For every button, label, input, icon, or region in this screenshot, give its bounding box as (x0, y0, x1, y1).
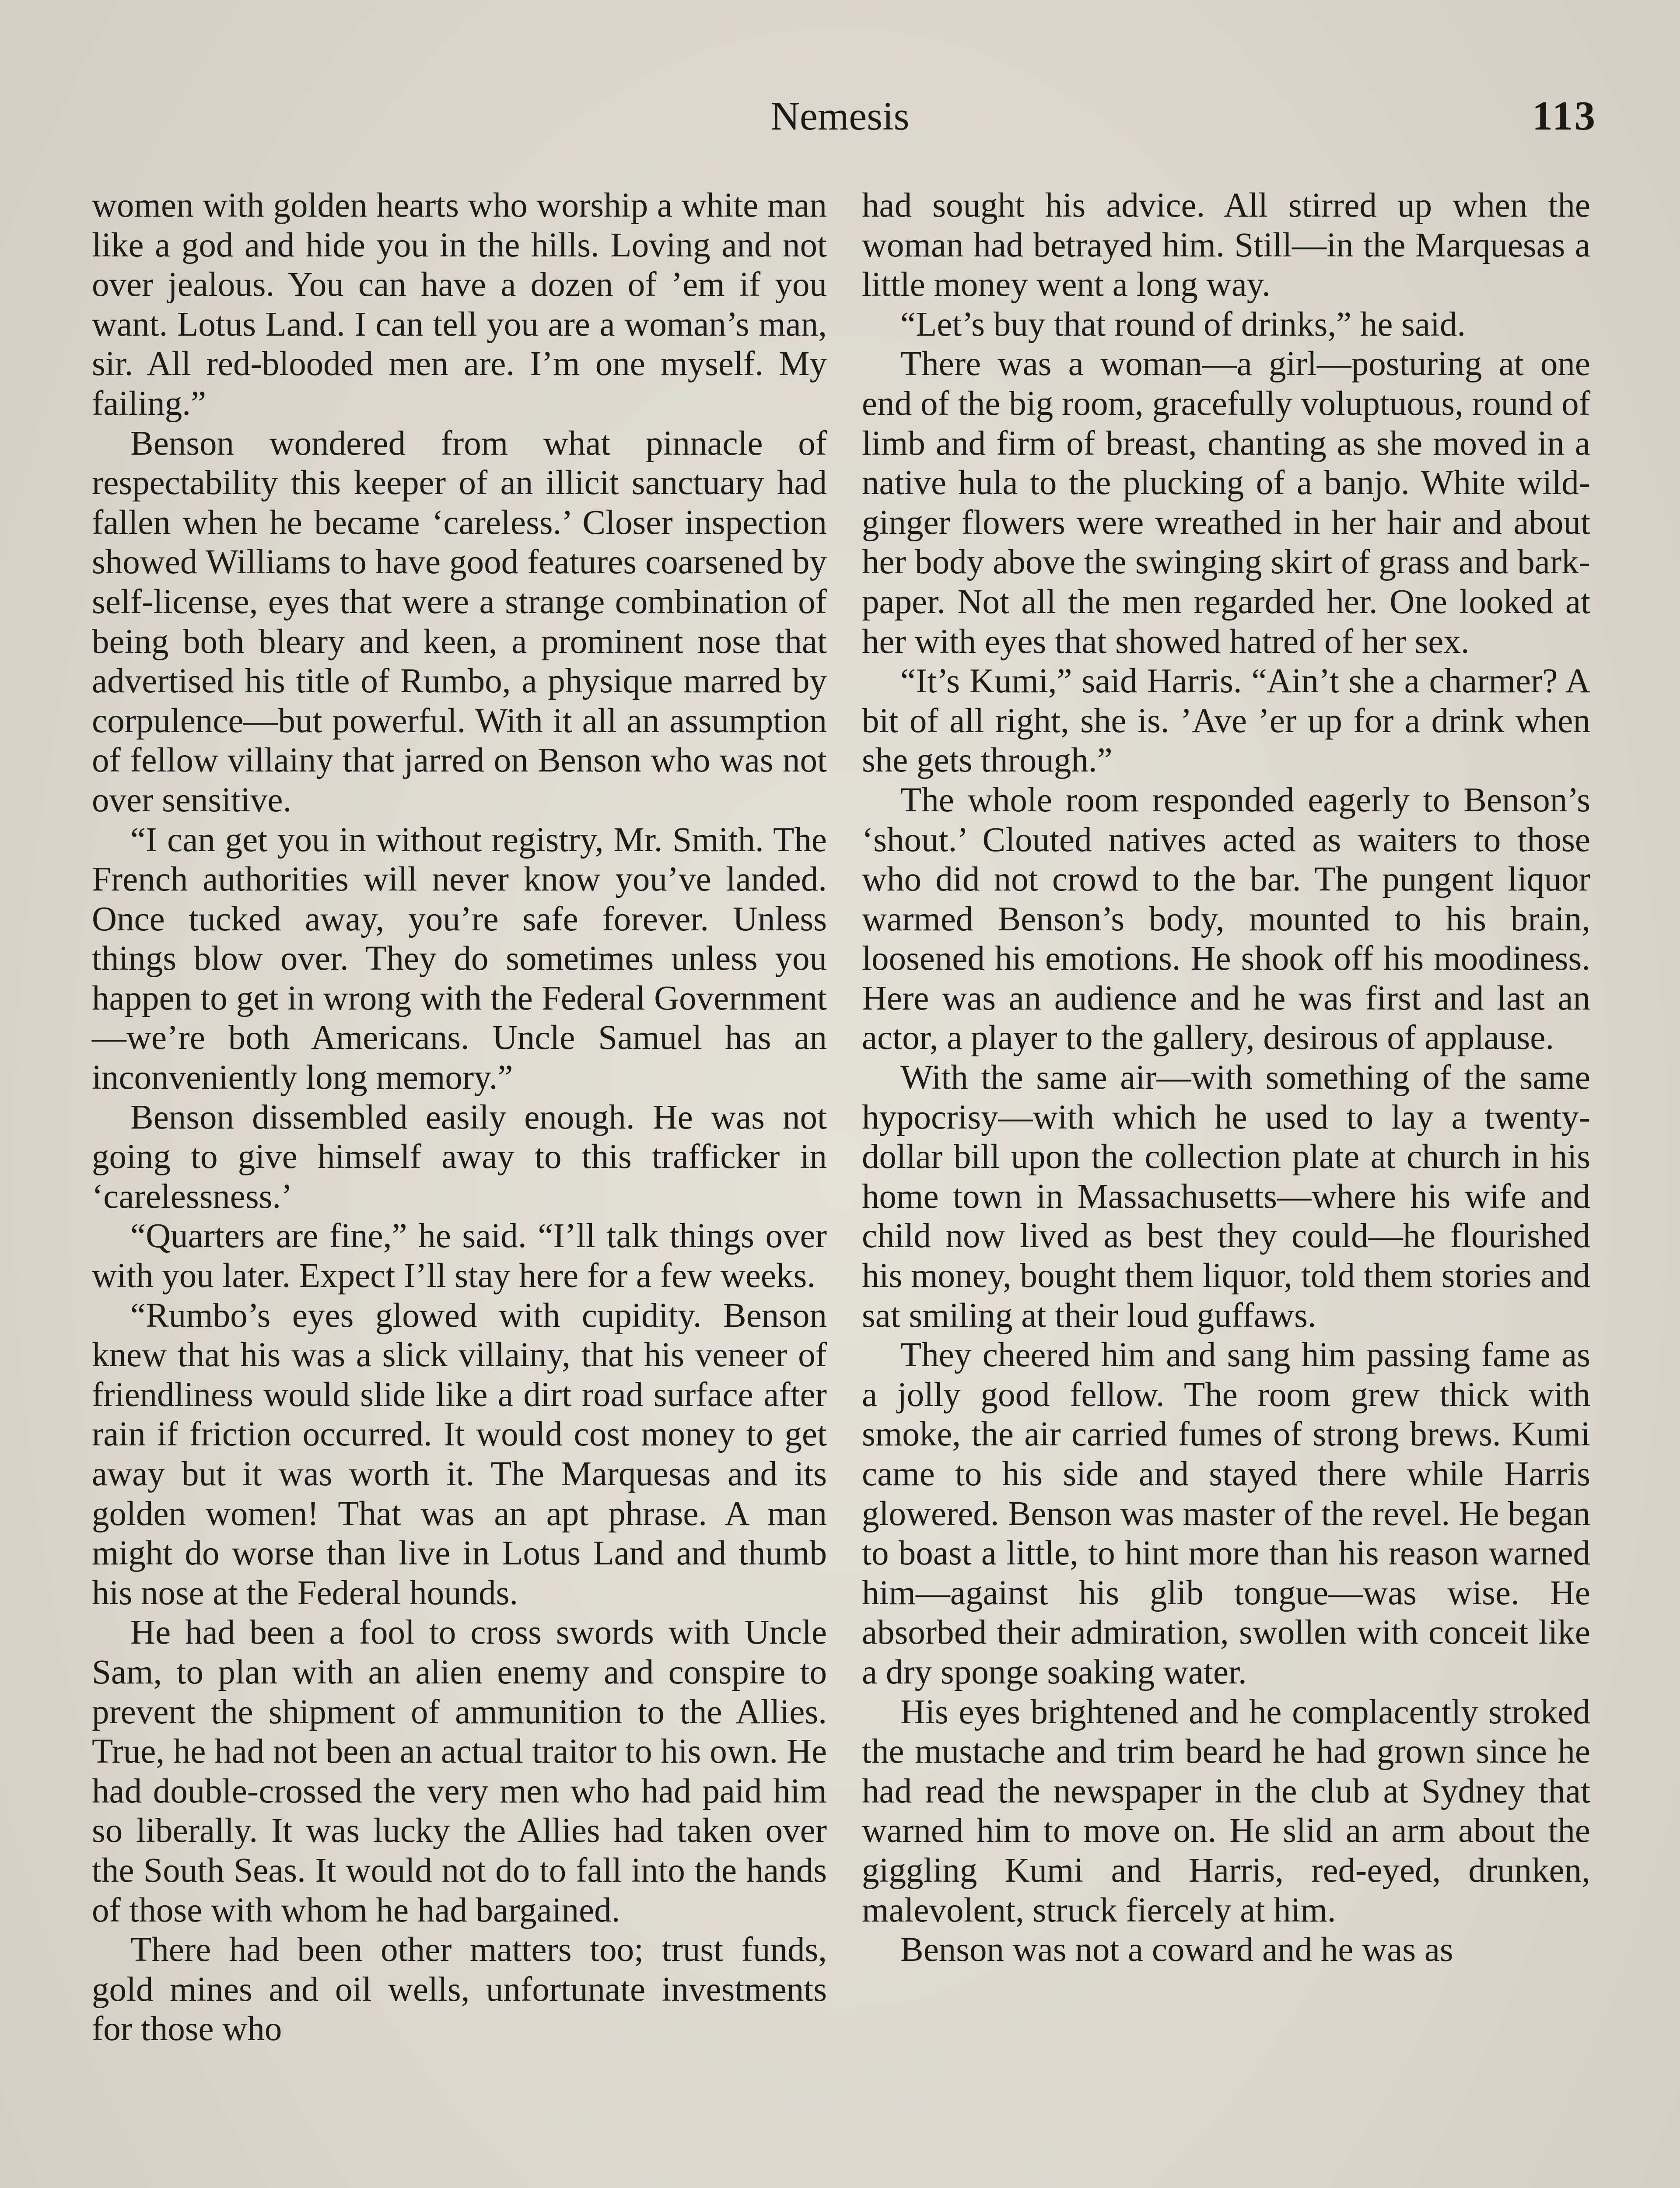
paragraph: With the same air—with something of the same hypocrisy—with which he used to lay a twenty-dollar bill upon the collection plate at church in his home town in Massachusetts—where his wife and child now lived as best they could—he flourished his money, bought them liquor, told them stories and sat smiling at their loud guffaws. (862, 1059, 1590, 1335)
page-number: 113 (1532, 93, 1597, 139)
running-title: Nemesis (770, 94, 910, 138)
paragraph: The whole room responded eagerly to Benson’s ‘shout.’ Clouted natives acted as waiters to those who did not crowd to the bar. The pungent liquor warmed Benson’s body, mounted to his brain, loosened his emotions. He shook off his moodiness. Here was an audience and he was first and last an actor, a player to the gallery, desirous of applause. (862, 781, 1590, 1057)
paragraph: women with golden hearts who worship a white man like a god and hide you in the hills. Loving and not over jealous. You can have a dozen of ’em if you want. Lotus Land. I can tell you are a woman’s man, sir. All red-blooded men are. I’m one myself. My failing.” (92, 186, 827, 423)
paragraph: His eyes brightened and he complacently stroked the mustache and trim beard he had grown since he had read the newspaper in the club at Sydney that warned him to move on. He slid an arm about the giggling Kumi and Harris, red-eyed, drunken, malevolent, struck fiercely at him. (862, 1693, 1590, 1929)
paragraph: had sought his advice. All stirred up when the woman had betrayed him. Still—in the Marquesas a little money went a long way. (862, 186, 1590, 304)
paragraph: Benson dissembled easily enough. He was not going to give himself away to this trafficker in ‘carelessness.’ (92, 1098, 827, 1216)
paragraph: “I can get you in without registry, Mr. Smith. The French authorities will never know you’ve landed. Once tucked away, you’re safe forever. Unless things blow over. They do sometimes unless you happen to get in wrong with the Federal Government—we’re both Americans. Uncle Samuel has an inconveniently long memory.” (92, 820, 827, 1097)
paragraph: “It’s Kumi,” said Harris. “Ain’t she a charmer? A bit of all right, she is. ’Ave ’er up for a drink when she gets through.” (862, 662, 1590, 780)
paragraph: They cheered him and sang him passing fame as a jolly good fellow. The room grew thick with smoke, the air carried fumes of strong brews. Kumi came to his side and stayed there while Harris glowered. Benson was master of the revel. He began to boast a little, to hint more than his reason warned him—against his glib tongue—was wise. He absorbed their admiration, swollen with conceit like a dry sponge soaking water. (862, 1336, 1590, 1691)
right-column (862, 186, 1590, 1970)
paragraph: There was a woman—a girl—posturing at one end of the big room, gracefully voluptuous, round of limb and firm of breast, chanting as she moved in a native hula to the plucking of a banjo. White wild-ginger flowers were wreathed in her hair and about her body above the swinging skirt of grass and bark-paper. Not all the men regarded her. One looked at her with eyes that showed hatred of her sex. (862, 345, 1590, 661)
paragraph: “Let’s buy that round of drinks,” he said. (900, 305, 1466, 344)
left-column (92, 186, 827, 2049)
running-head (0, 85, 1680, 147)
paragraph: “Quarters are fine,” he said. “I’ll talk things over with you later. Expect I’ll stay here for a few weeks. (92, 1217, 827, 1295)
paragraph: There had been other matters too; trust funds, gold mines and oil wells, unfortunate investments for those who (92, 1931, 827, 2048)
paragraph: Benson wondered from what pinnacle of respectability this keeper of an illicit sanctuary had fallen when he became ‘careless.’ Closer inspection showed Williams to have good features coarsened by self-license, eyes that were a strange combination of being both bleary and keen, a prominent nose that advertised his title of Rumbo, a physique marred by corpulence—but powerful. With it all an assumption of fellow villainy that jarred on Benson who was not over sensitive. (92, 424, 827, 819)
paragraph: Benson was not a coward and he was as (900, 1931, 1453, 1969)
paragraph: “Rumbo’s eyes glowed with cupidity. Benson knew that his was a slick villainy, that his veneer of friendliness would slide like a dirt road surface after rain if friction occurred. It would cost money to get away but it was worth it. The Marquesas and its golden women! That was an apt phrase. A man might do worse than live in Lotus Land and thumb his nose at the Federal hounds. (92, 1296, 827, 1612)
paragraph: He had been a fool to cross swords with Uncle Sam, to plan with an alien enemy and conspire to prevent the shipment of ammunition to the Allies. True, he had not been an actual traitor to his own. He had double-crossed the very men who had paid him so liberally. It was lucky the Allies had taken over the South Seas. It would not do to fall into the hands of those with whom he had bargained. (92, 1613, 827, 1929)
